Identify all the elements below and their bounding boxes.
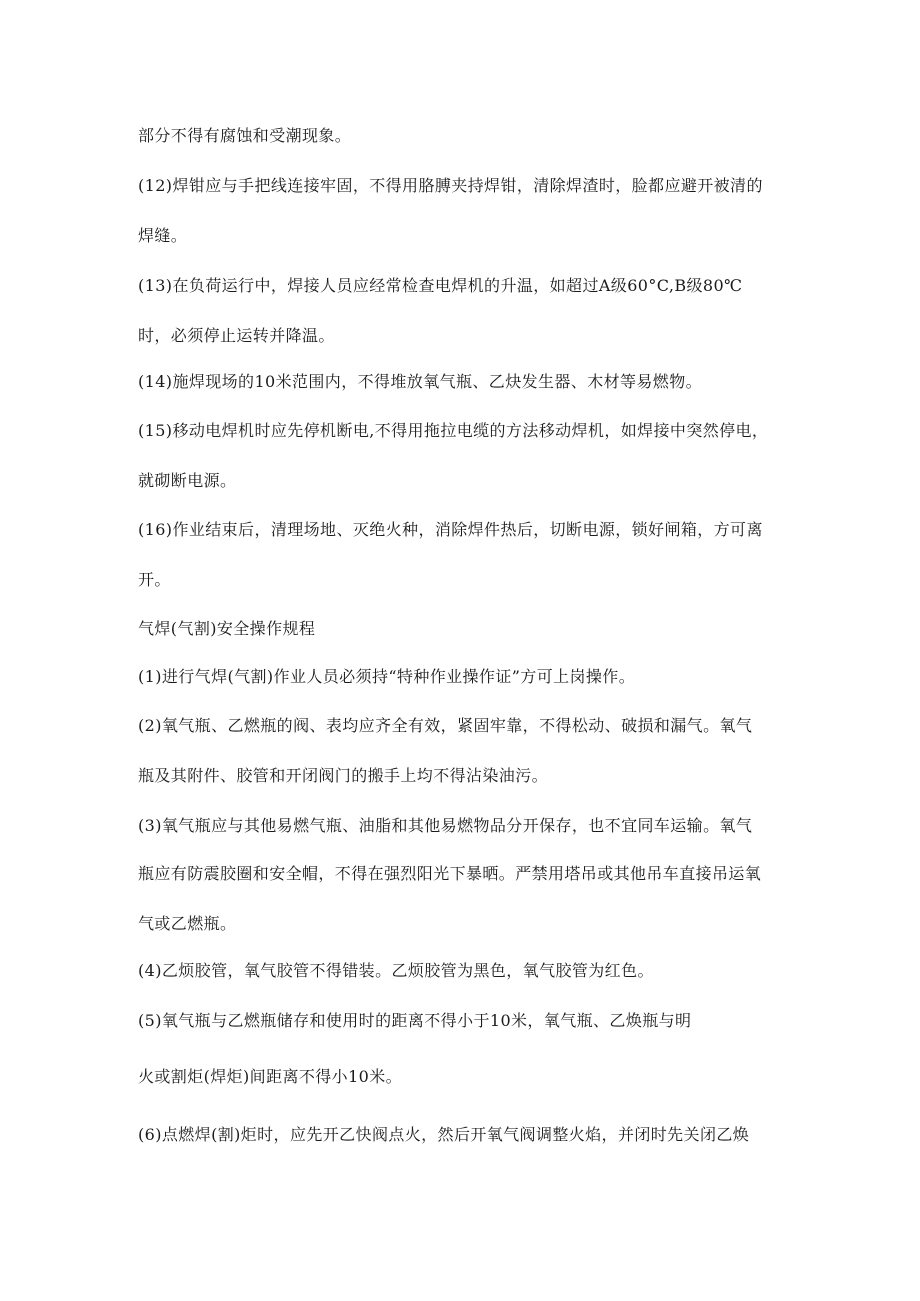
- section-heading: 气焊(气割)安全操作规程: [138, 619, 316, 638]
- text-line-3: 焊缝。: [138, 226, 188, 245]
- text-line-4: (13)在负荷运行中，焊接人员应经常检查电焊机的升温，如超过A级60°C,B级80℃: [138, 276, 743, 295]
- text-line-13: (2)氧气瓶、乙燃瓶的阀、表均应齐全有效，紧固牢靠，不得松动、破损和漏气。氧气: [138, 716, 753, 735]
- text-line-14: 瓶及其附件、胶管和开闭阀门的搬手上均不得沾染油污。: [138, 766, 549, 785]
- text-line-8: 就砌断电源。: [138, 471, 237, 490]
- text-line-6: (14)施焊现场的10米范围内，不得堆放氧气瓶、乙炔发生器、木材等易燃物。: [138, 372, 703, 391]
- text-line-7: (15)移动电焊机时应先停机断电,不得用拖拉电缆的方法移动焊机，如焊接中突然停电，: [138, 421, 769, 440]
- text-line-10: 开。: [138, 570, 171, 589]
- text-line-17: 气或乙燃瓶。: [138, 914, 237, 933]
- text-line-5: 时，必须停止运转并降温。: [138, 326, 335, 345]
- text-line-2: (12)焊钳应与手把线连接牢固，不得用胳膊夹持焊钳，清除焊渣时，脸都应避开被清的: [138, 176, 763, 195]
- text-line-19: (5)氧气瓶与乙燃瓶储存和使用时的距离不得小于10米，氧气瓶、乙焕瓶与明: [138, 1011, 692, 1030]
- text-line-1: 部分不得有腐蚀和受潮现象。: [138, 126, 352, 145]
- text-line-15: (3)氧气瓶应与其他易燃气瓶、油脂和其他易燃物品分开保存，也不宜同车运输。氧气: [138, 816, 753, 835]
- text-line-9: (16)作业结束后，清理场地、灭绝火种，消除焊件热后，切断电源，锁好闸箱，方可离: [138, 520, 763, 539]
- text-line-18: (4)乙烦胶管，氧气胶管不得错装。乙烦胶管为黑色，氧气胶管为红色。: [138, 961, 654, 980]
- text-line-20: 火或割炬(焊炬)间距离不得小10米。: [138, 1067, 403, 1086]
- text-line-21: (6)点燃焊(割)炬时，应先开乙快阀点火，然后开氧气阀调整火焰，并闭时先关闭乙焕: [138, 1125, 750, 1144]
- text-line-16: 瓶应有防震胶圈和安全帽，不得在强烈阳光下暴晒。严禁用塔吊或其他吊车直接吊运氧: [138, 864, 762, 883]
- text-line-12: (1)进行气焊(气割)作业人员必须持“特种作业操作证”方可上岗操作。: [138, 667, 636, 686]
